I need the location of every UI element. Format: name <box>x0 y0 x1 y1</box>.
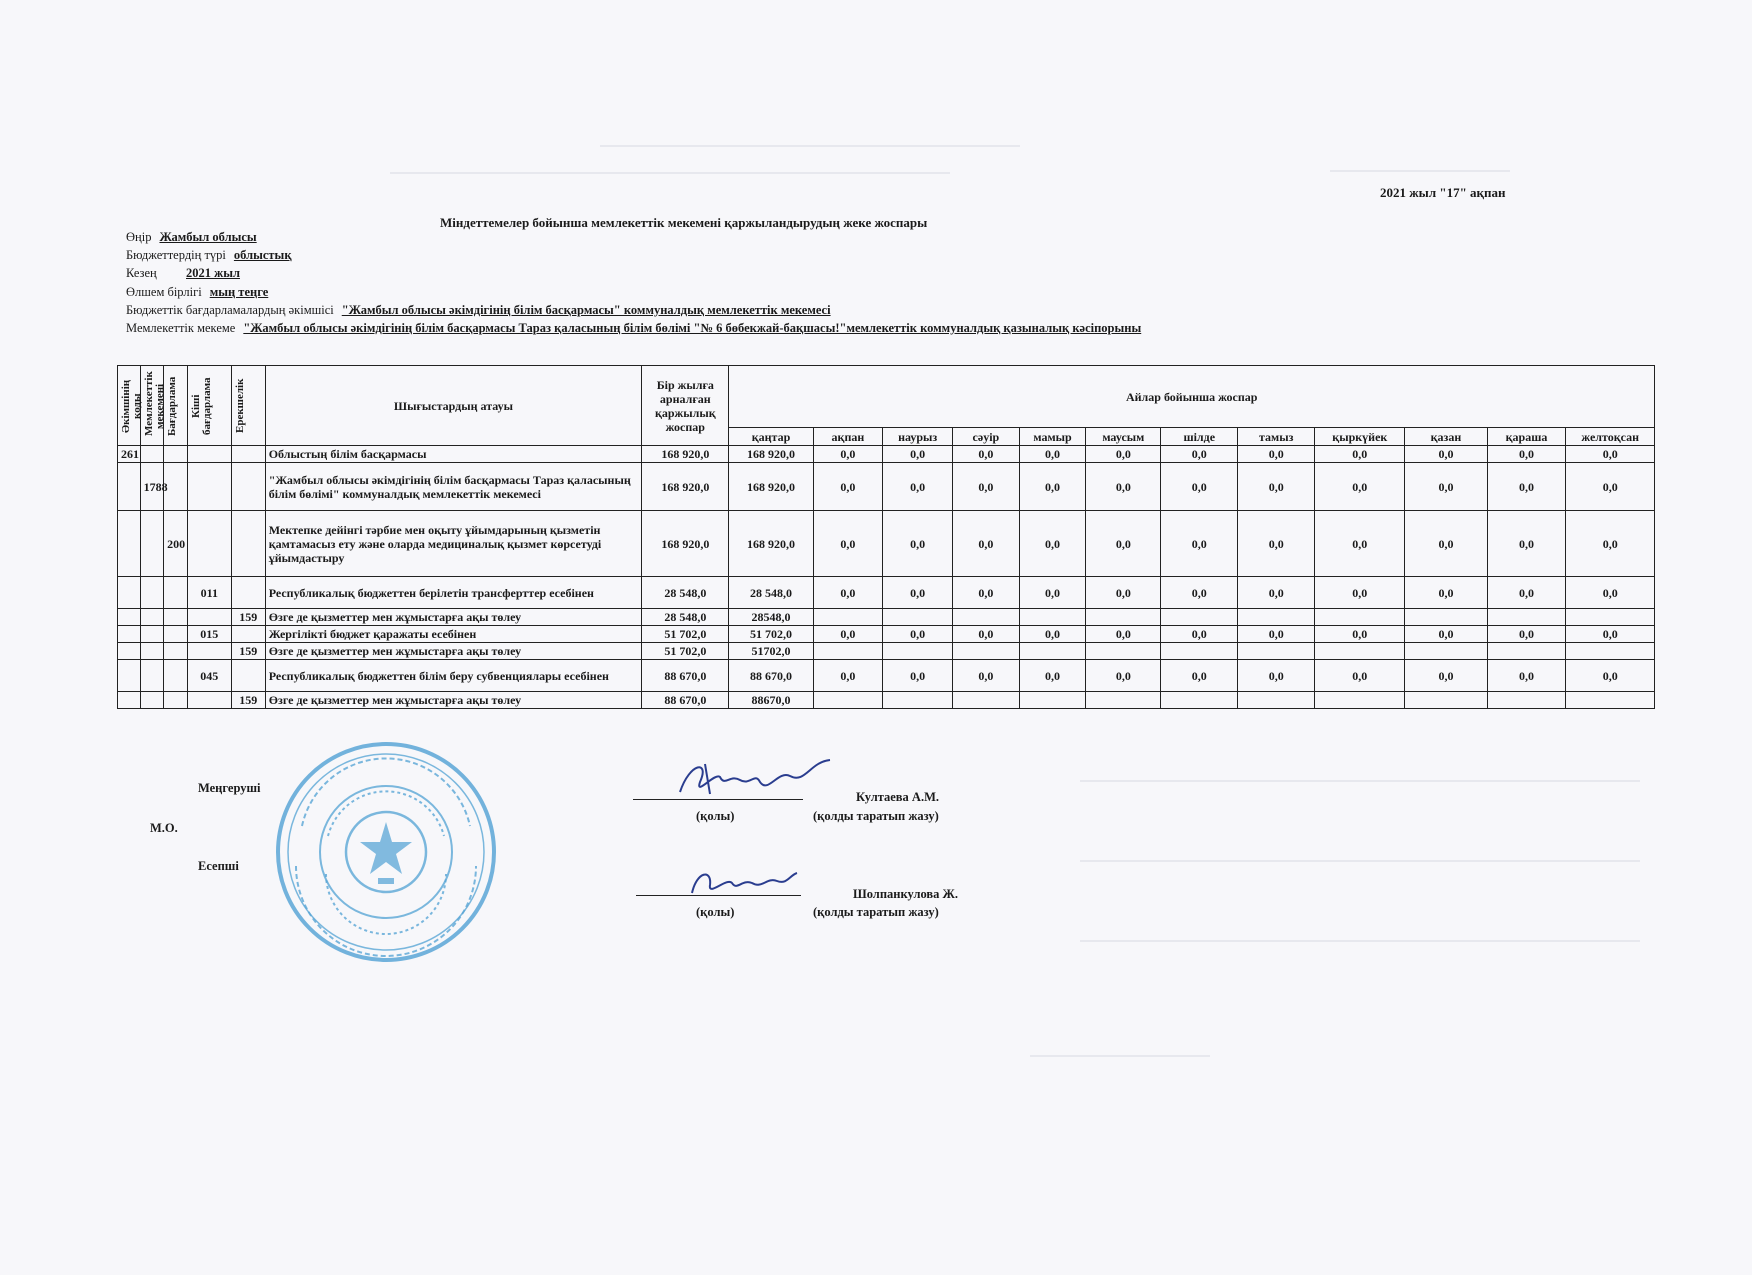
month-value-cell: 0,0 <box>1315 511 1405 577</box>
institution-code-cell: 1788 <box>140 463 164 511</box>
meta-row-administrator: Бюджеттік бағдарламалардың әкімшісі "Жамбыл облысы әкімдігінің білім басқармасы" коммуналдық мемлекеттік мекемесі <box>126 302 831 317</box>
month-value-cell: 0,0 <box>1161 446 1238 463</box>
month-value-cell <box>1487 692 1566 709</box>
month-value-cell <box>883 692 953 709</box>
bleed-through-line <box>600 145 1020 147</box>
month-value-cell: 0,0 <box>883 660 953 692</box>
month-value-cell: 0,0 <box>1019 577 1086 609</box>
specific-code-cell: 159 <box>231 692 265 709</box>
header-month: мамыр <box>1019 428 1086 446</box>
specific-code-cell <box>231 446 265 463</box>
specific-code-cell <box>231 626 265 643</box>
bleed-through-line <box>1030 1055 1210 1057</box>
specific-code-cell <box>231 511 265 577</box>
meta-row-region: Өңір Жамбыл облысы <box>126 230 257 244</box>
month-value-cell <box>1315 692 1405 709</box>
program-code-cell <box>164 660 188 692</box>
month-value-cell: 0,0 <box>1086 577 1161 609</box>
admin-code-cell <box>118 692 141 709</box>
month-value-cell: 168 920,0 <box>729 446 813 463</box>
institution-code-cell <box>140 660 164 692</box>
table-row <box>118 626 1655 643</box>
month-value-cell: 0,0 <box>1566 446 1655 463</box>
month-value-cell: 0,0 <box>1566 626 1655 643</box>
subprogram-code-cell <box>187 511 231 577</box>
subprogram-code-cell <box>187 692 231 709</box>
month-value-cell: 0,0 <box>813 446 883 463</box>
month-value-cell: 0,0 <box>1238 660 1315 692</box>
header-month: шілде <box>1161 428 1238 446</box>
month-value-cell: 51702,0 <box>729 643 813 660</box>
month-value-cell: 0,0 <box>1405 446 1487 463</box>
document-title: Міндеттемелер бойынша мемлекеттік мекемені қаржыландырудың жеке жоспары <box>440 215 928 230</box>
annual-plan-cell: 168 920,0 <box>642 446 729 463</box>
expense-name-cell: Өзге де қызметтер мен жұмыстарға ақы төлеу <box>265 692 642 709</box>
month-value-cell: 0,0 <box>813 511 883 577</box>
month-value-cell: 0,0 <box>1161 577 1238 609</box>
month-value-cell <box>1086 643 1161 660</box>
expense-name-cell: Жергілікті бюджет қаражаты есебінен <box>265 626 642 643</box>
month-value-cell: 0,0 <box>883 626 953 643</box>
month-value-cell: 0,0 <box>1019 660 1086 692</box>
month-value-cell <box>883 643 953 660</box>
month-value-cell <box>1086 609 1161 626</box>
bleed-through-line <box>1330 170 1510 172</box>
accountant-signature <box>682 863 802 903</box>
header-subprogram: Кіші бағдарлама <box>187 366 231 446</box>
header-month: желтоқсан <box>1566 428 1655 446</box>
subprogram-code-cell <box>187 446 231 463</box>
accountant-signature-caption: (қолы) <box>696 905 735 919</box>
header-month: қыркүйек <box>1315 428 1405 446</box>
month-value-cell: 0,0 <box>1315 660 1405 692</box>
header-month: қаңтар <box>729 428 813 446</box>
month-value-cell <box>813 692 883 709</box>
expense-name-cell: Мектепке дейінгі тәрбие мен оқыту ұйымдарының қызметін қамтамасыз ету және оларда медициналық қызмет көрсетуді ұйымдастыру <box>265 511 642 577</box>
month-value-cell: 0,0 <box>1487 577 1566 609</box>
financing-plan-table <box>117 365 1655 709</box>
header-admin-code: Әкімшінің коды <box>118 366 141 446</box>
program-code-cell <box>164 577 188 609</box>
table-row <box>118 463 1655 511</box>
month-value-cell: 0,0 <box>1238 511 1315 577</box>
header-expense-name: Шығыстардың атауы <box>265 366 642 446</box>
admin-code-cell <box>118 660 141 692</box>
month-value-cell: 0,0 <box>1238 463 1315 511</box>
program-code-cell <box>164 643 188 660</box>
month-value-cell: 0,0 <box>1487 446 1566 463</box>
bleed-through-line <box>390 172 950 174</box>
month-value-cell: 0,0 <box>1315 446 1405 463</box>
month-value-cell: 0,0 <box>1566 577 1655 609</box>
annual-plan-cell: 88 670,0 <box>642 660 729 692</box>
month-value-cell <box>1315 609 1405 626</box>
month-value-cell: 51 702,0 <box>729 626 813 643</box>
month-value-cell: 0,0 <box>1487 463 1566 511</box>
month-value-cell: 0,0 <box>813 463 883 511</box>
accountant-decode-caption: (қолды таратып жазу) <box>813 905 939 919</box>
accountant-name: Шолпанкулова Ж. <box>853 887 959 901</box>
month-value-cell: 0,0 <box>1566 660 1655 692</box>
month-value-cell: 0,0 <box>1315 626 1405 643</box>
header-institution: Мемлекеттік мекемені <box>140 366 164 446</box>
month-value-cell: 0,0 <box>883 463 953 511</box>
admin-code-cell <box>118 626 141 643</box>
header-annual-plan: Бір жылға арналған қаржылық жоспар <box>642 366 729 446</box>
month-value-cell: 0,0 <box>953 511 1020 577</box>
institution-code-cell <box>140 692 164 709</box>
month-value-cell: 28 548,0 <box>729 577 813 609</box>
table-row <box>118 609 1655 626</box>
document-meta <box>126 228 1141 337</box>
month-value-cell: 0,0 <box>813 660 883 692</box>
institution-code-cell <box>140 626 164 643</box>
month-value-cell: 0,0 <box>1086 463 1161 511</box>
admin-code-cell <box>118 463 141 511</box>
head-decode-caption: (қолды таратып жазу) <box>813 809 939 823</box>
month-value-cell <box>1566 609 1655 626</box>
bleed-through-line <box>1080 780 1640 782</box>
subprogram-code-cell <box>187 643 231 660</box>
annual-plan-cell: 51 702,0 <box>642 626 729 643</box>
month-value-cell: 0,0 <box>953 463 1020 511</box>
program-code-cell <box>164 446 188 463</box>
annual-plan-cell: 88 670,0 <box>642 692 729 709</box>
subprogram-code-cell <box>187 463 231 511</box>
month-value-cell: 0,0 <box>1161 511 1238 577</box>
month-value-cell <box>1566 692 1655 709</box>
expense-name-cell: Республикалық бюджеттен білім беру субвенциялары есебінен <box>265 660 642 692</box>
admin-code-cell <box>118 577 141 609</box>
month-value-cell: 0,0 <box>1019 511 1086 577</box>
table-row <box>118 643 1655 660</box>
month-value-cell: 0,0 <box>1405 660 1487 692</box>
month-value-cell: 0,0 <box>953 446 1020 463</box>
annual-plan-cell: 51 702,0 <box>642 643 729 660</box>
meta-row-institution: Мемлекеттік мекеме "Жамбыл облысы әкімдігінің білім басқармасы Тараз қаласының білім бөлімі "№ 6 бөбекжай-бақшасы!"мемлекеттік коммуналдық қазыналық кәсіпорыны <box>126 321 1142 336</box>
document-date: 2021 жыл "17" ақпан <box>1380 185 1506 200</box>
month-value-cell <box>1315 643 1405 660</box>
month-value-cell: 0,0 <box>1086 511 1161 577</box>
month-value-cell: 0,0 <box>1566 463 1655 511</box>
month-value-cell: 88 670,0 <box>729 660 813 692</box>
bleed-through-line <box>1080 940 1640 942</box>
month-value-cell <box>1019 643 1086 660</box>
expense-name-cell: "Жамбыл облысы әкімдігінің білім басқармасы Тараз қаласының білім бөлімі" коммуналдық мемлекеттік мекемесі <box>265 463 642 511</box>
round-stamp <box>272 738 500 966</box>
header-month: сәуір <box>953 428 1020 446</box>
bleed-through-line <box>1080 860 1640 862</box>
month-value-cell: 0,0 <box>1161 463 1238 511</box>
month-value-cell <box>953 692 1020 709</box>
month-value-cell: 0,0 <box>813 626 883 643</box>
month-value-cell <box>1019 609 1086 626</box>
month-value-cell: 0,0 <box>883 511 953 577</box>
month-value-cell: 0,0 <box>1161 626 1238 643</box>
program-code-cell: 200 <box>164 511 188 577</box>
table-row <box>118 511 1655 577</box>
month-value-cell: 0,0 <box>1086 626 1161 643</box>
institution-code-cell <box>140 643 164 660</box>
specific-code-cell: 159 <box>231 609 265 626</box>
program-code-cell <box>164 692 188 709</box>
month-value-cell <box>1019 692 1086 709</box>
specific-code-cell <box>231 577 265 609</box>
header-month: тамыз <box>1238 428 1315 446</box>
expense-name-cell: Облыстың білім басқармасы <box>265 446 642 463</box>
subprogram-code-cell <box>187 609 231 626</box>
head-signature <box>660 752 840 812</box>
meta-row-budget-type: Бюджеттердің түрі облыстық <box>126 248 292 263</box>
annual-plan-cell: 168 920,0 <box>642 463 729 511</box>
head-label: Меңгеруші <box>198 781 261 795</box>
header-month: қазан <box>1405 428 1487 446</box>
month-value-cell <box>953 643 1020 660</box>
month-value-cell <box>1487 609 1566 626</box>
month-value-cell <box>883 609 953 626</box>
month-value-cell: 0,0 <box>1487 511 1566 577</box>
month-value-cell: 168 920,0 <box>729 511 813 577</box>
month-value-cell: 0,0 <box>953 577 1020 609</box>
head-signature-caption: (қолы) <box>696 809 735 823</box>
month-value-cell: 168 920,0 <box>729 463 813 511</box>
month-value-cell: 0,0 <box>1238 577 1315 609</box>
month-value-cell: 0,0 <box>953 626 1020 643</box>
table-row <box>118 577 1655 609</box>
month-value-cell: 88670,0 <box>729 692 813 709</box>
month-value-cell: 0,0 <box>883 446 953 463</box>
month-value-cell: 0,0 <box>1405 626 1487 643</box>
meta-row-period: Кезең 2021 жыл <box>126 266 240 281</box>
meta-row-unit: Өлшем бірлігі мың теңге <box>126 284 269 299</box>
institution-code-cell <box>140 446 164 463</box>
month-value-cell <box>1405 643 1487 660</box>
header-program: Бағдарлама <box>164 366 188 446</box>
month-value-cell: 0,0 <box>883 577 953 609</box>
program-code-cell <box>164 609 188 626</box>
month-value-cell: 0,0 <box>1315 577 1405 609</box>
month-value-cell: 0,0 <box>1487 660 1566 692</box>
admin-code-cell <box>118 643 141 660</box>
table-row <box>118 660 1655 692</box>
month-value-cell <box>1487 643 1566 660</box>
subprogram-code-cell: 011 <box>187 577 231 609</box>
month-value-cell <box>1238 692 1315 709</box>
head-name: Култаева А.М. <box>856 790 939 804</box>
specific-code-cell: 159 <box>231 643 265 660</box>
annual-plan-cell: 28 548,0 <box>642 609 729 626</box>
month-value-cell <box>1238 643 1315 660</box>
month-value-cell <box>813 609 883 626</box>
annual-plan-cell: 168 920,0 <box>642 511 729 577</box>
admin-code-cell: 261 <box>118 446 141 463</box>
seal-place-label: М.О. <box>150 821 178 835</box>
expense-name-cell: Республикалық бюджеттен берілетін трансферттер есебінен <box>265 577 642 609</box>
expense-name-cell: Өзге де қызметтер мен жұмыстарға ақы төлеу <box>265 643 642 660</box>
header-specific: Ерекшелік <box>231 366 265 446</box>
annual-plan-cell: 28 548,0 <box>642 577 729 609</box>
month-value-cell <box>953 609 1020 626</box>
month-value-cell <box>1405 692 1487 709</box>
month-value-cell: 0,0 <box>1161 660 1238 692</box>
header-month: маусым <box>1086 428 1161 446</box>
month-value-cell <box>1161 643 1238 660</box>
specific-code-cell <box>231 660 265 692</box>
month-value-cell: 0,0 <box>1405 577 1487 609</box>
month-value-cell <box>1566 643 1655 660</box>
month-value-cell <box>813 643 883 660</box>
month-value-cell: 0,0 <box>1405 463 1487 511</box>
month-value-cell: 0,0 <box>1086 660 1161 692</box>
table-row <box>118 692 1655 709</box>
month-value-cell: 0,0 <box>1566 511 1655 577</box>
institution-code-cell <box>140 577 164 609</box>
accountant-label: Есепші <box>198 859 239 873</box>
header-monthly-plan: Айлар бойынша жоспар <box>729 366 1655 428</box>
month-value-cell: 0,0 <box>1405 511 1487 577</box>
month-value-cell: 0,0 <box>1086 446 1161 463</box>
table-row <box>118 446 1655 463</box>
month-value-cell: 0,0 <box>1238 446 1315 463</box>
month-value-cell: 0,0 <box>1315 463 1405 511</box>
month-value-cell: 0,0 <box>1019 446 1086 463</box>
month-value-cell <box>1238 609 1315 626</box>
month-value-cell: 0,0 <box>953 660 1020 692</box>
program-code-cell <box>164 626 188 643</box>
month-value-cell: 0,0 <box>1019 463 1086 511</box>
month-value-cell <box>1161 609 1238 626</box>
header-month: ақпан <box>813 428 883 446</box>
admin-code-cell <box>118 511 141 577</box>
header-month: наурыз <box>883 428 953 446</box>
admin-code-cell <box>118 609 141 626</box>
month-value-cell: 0,0 <box>1019 626 1086 643</box>
month-value-cell: 0,0 <box>1487 626 1566 643</box>
header-month: қараша <box>1487 428 1566 446</box>
subprogram-code-cell: 015 <box>187 626 231 643</box>
institution-code-cell <box>140 609 164 626</box>
expense-name-cell: Өзге де қызметтер мен жұмыстарға ақы төлеу <box>265 609 642 626</box>
subprogram-code-cell: 045 <box>187 660 231 692</box>
month-value-cell <box>1161 692 1238 709</box>
month-value-cell <box>1405 609 1487 626</box>
institution-code-cell <box>140 511 164 577</box>
month-value-cell: 28548,0 <box>729 609 813 626</box>
specific-code-cell <box>231 463 265 511</box>
month-value-cell: 0,0 <box>1238 626 1315 643</box>
month-value-cell: 0,0 <box>813 577 883 609</box>
month-value-cell <box>1086 692 1161 709</box>
